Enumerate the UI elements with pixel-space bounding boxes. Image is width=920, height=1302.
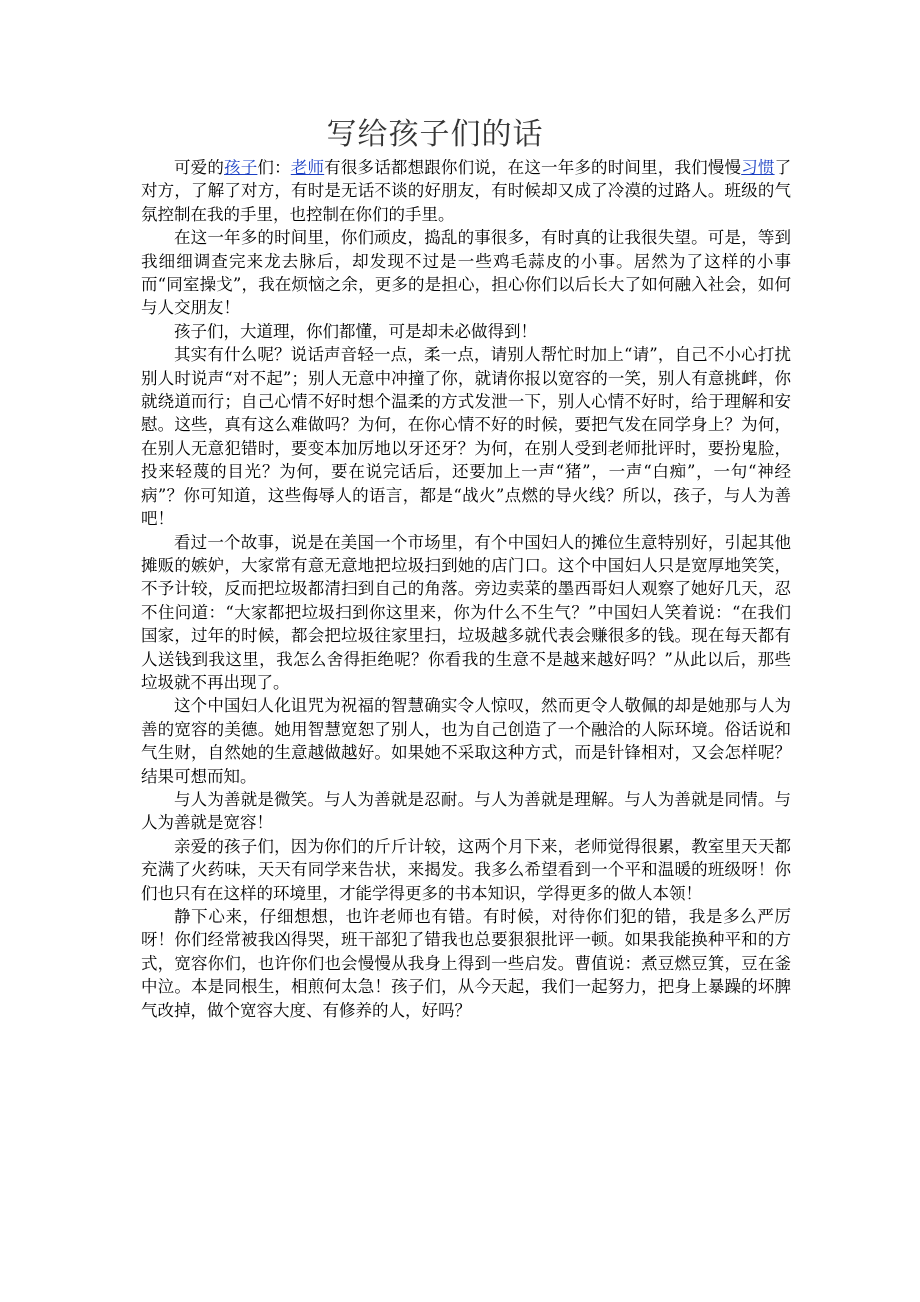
paragraph-1-text-a: 可爱的 (174, 158, 225, 177)
paragraph-1-text-b: 们： (257, 158, 291, 177)
link-habit[interactable]: 习惯 (741, 158, 775, 177)
paragraph-3: 孩子们，大道理，你们都懂，可是却未必做得到！ (174, 321, 537, 341)
paragraph-8: 亲爱的孩子们，因为你们的斤斤计较，这两个月下来，老师觉得很累，教室里天天都充满了火药味，天天有同学来告状，来揭发。我多么希望看到一个平和温暖的班级呀！你们也只有在这样的环境里，才能学得更多的书本知识，学得更多的做人本领！ (141, 836, 791, 903)
document-title: 写给孩子们的话 (326, 117, 544, 152)
paragraph-4: 其实有什么呢？说话声音轻一点，柔一点，请别人帮忙时加上“请”，自己不小心打扰别人时说声“对不起”；别人无意中冲撞了你，就请你报以宽容的一笑，别人有意挑衅，你就绕道而行；自己心情不好时想个温柔的方式发泄一下，别人心情不好时，给于理解和安慰。这些，真有这么难做吗？为何，在你心情不好的时候，要把气发在同学身上？为何，在别人无意犯错时，要变本加厉地以牙还牙？为何，在别人受到老师批评时，要扮鬼脸，投来轻蔑的目光？为何，要在说完话后，还要加上一声“猪”，一声“白痴”，一句“神经病”？你可知道，这些侮辱人的语言，都是“战火”点燃的导火线？所以，孩子，与人为善吧！ (141, 345, 791, 529)
paragraph-9: 静下心来，仔细想想，也许老师也有错。有时候，对待你们犯的错，我是多么严厉呀！你们经常被我凶得哭，班干部犯了错我也总要狠狠批评一顿。如果我能换种平和的方式，宽容你们，也许你们也会慢慢从我身上得到一些启发。曹值说：煮豆燃豆箕，豆在釜中泣。本是同根生，相煎何太急！孩子们，从今天起，我们一起努力，把身上暴躁的坏脾气改掉，做个宽容大度、有修养的人，好吗？ (141, 907, 791, 1020)
paragraph-1 (141, 156, 791, 226)
paragraph-5: 看过一个故事，说是在美国一个市场里，有个中国妇人的摊位生意特别好，引起其他摊贩的嫉妒，大家常有意无意地把垃圾扫到她的店门口。这个中国妇人只是宽厚地笑笑，不予计较，反而把垃圾都清扫到自己的角落。旁边卖菜的墨西哥妇人观察了她好几天，忍不住问道：“大家都把垃圾扫到你这里来，你为什么不生气？”中国妇人笑着说：“在我们国家，过年的时候，都会把垃圾往家里扫，垃圾越多就代表会赚很多的钱。现在每天都有人送钱到我这里，我怎么舍得拒绝呢？你看我的生意不是越来越好吗？”从此以后，那些垃圾就不再出现了。 (141, 532, 791, 692)
paragraph-6: 这个中国妇人化诅咒为祝福的智慧确实令人惊叹，然而更令人敬佩的却是她那与人为善的宽容的美德。她用智慧宽恕了别人，也为自己创造了一个融洽的人际环境。俗话说和气生财，自然她的生意越做越好。如果她不采取这种方式，而是针锋相对，又会怎样呢？结果可想而知。 (141, 696, 791, 786)
link-teacher[interactable]: 老师 (290, 158, 325, 177)
link-children[interactable]: 孩子 (224, 158, 258, 177)
paragraph-7: 与人为善就是微笑。与人为善就是忍耐。与人为善就是理解。与人为善就是同情。与人为善就是宽容！ (141, 789, 791, 833)
paragraph-1-text-c: 有很多话都想跟你们说，在这一年多的时间里，我们慢慢 (324, 158, 742, 177)
document-body (141, 156, 791, 1022)
paragraph-1-text-d: 了对方，了解了对方，有时是无话不谈的好朋友，有时候却又成了冷漠的过路人。班级的气氛控制在我的手里，也控制在你们的手里。 (141, 158, 792, 224)
paragraph-2: 在这一年多的时间里，你们顽皮，捣乱的事很多，有时真的让我很失望。可是，等到我细细调查完来龙去脉后，却发现不过是一些鸡毛蒜皮的小事。居然为了这样的小事而“同室操戈”，我在烦恼之余，更多的是担心，担心你们以后长大了如何融入社会，如何与人交朋友！ (141, 228, 791, 318)
